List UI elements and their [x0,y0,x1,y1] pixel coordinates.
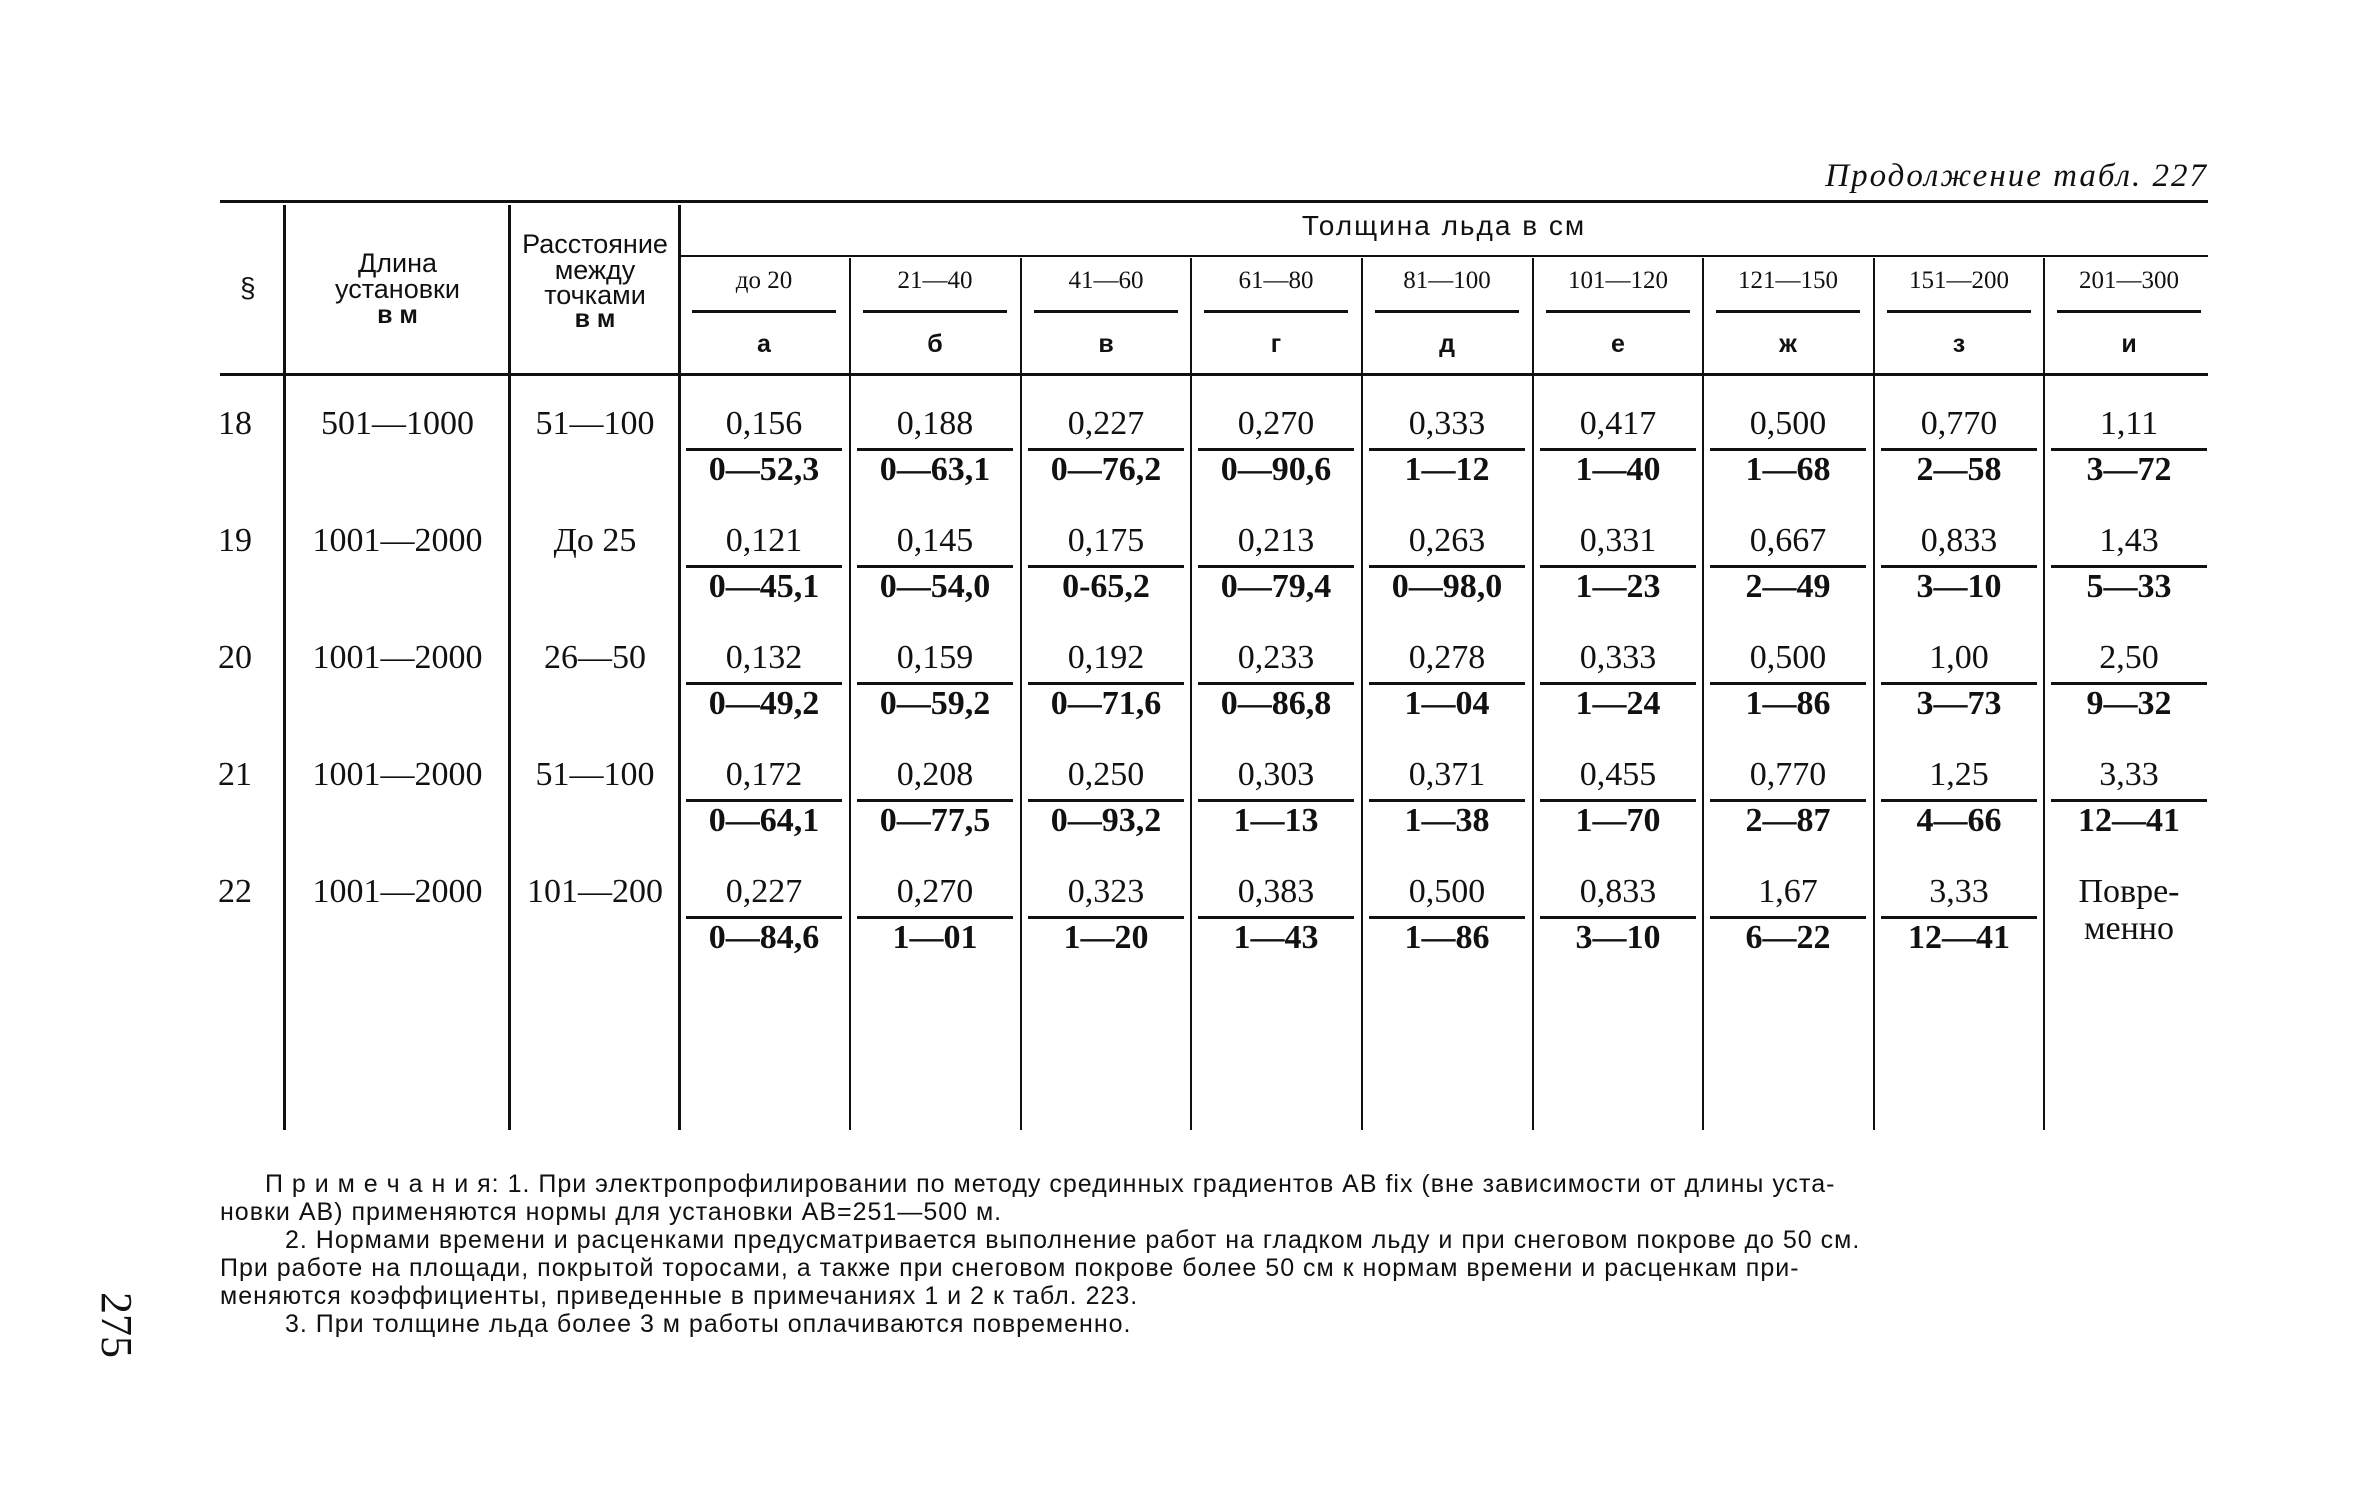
cell-price-21-2: 0—93,2 [1050,802,1162,839]
cell-rate-19-6: 0,667 [1749,522,1827,559]
cell-rate-20-0: 0,132 [725,639,803,676]
cell-price-21-4: 1—38 [1404,802,1490,839]
table-caption: Продолжение табл. 227 [1825,158,2208,194]
col-rule-7 [1361,258,1363,1130]
range-underline-2 [1034,310,1178,313]
col-rule-11 [2043,258,2045,1130]
cell-price-20-5: 1—24 [1575,685,1661,722]
cell-rate-22-4: 0,500 [1408,873,1486,910]
cell-price-18-0: 0—52,3 [708,451,820,488]
range-underline-4 [1375,310,1519,313]
cell-price-21-6: 2—87 [1745,802,1831,839]
range-header-8: 201—300 [2079,267,2179,294]
header-thickness: Толщина льда в см [1301,210,1587,241]
cell-rate-21-6: 0,770 [1749,756,1827,793]
note-1-line-1: П р и м е ч а н и я: 1. При электропрофилировании по методу срединных градиентов AB fix (вне зависимости от длины уста- [265,1170,1836,1198]
range-underline-1 [863,310,1007,313]
cell-price-18-6: 1—68 [1745,451,1831,488]
letter-header-4: д [1439,330,1455,358]
row-distance-18: 51—100 [535,405,655,442]
cell-rate-19-0: 0,121 [725,522,803,559]
letter-header-8: и [2121,330,2137,358]
col-rule-8 [1532,258,1534,1130]
cell-price-22-2: 1—20 [1063,919,1149,956]
range-underline-7 [1887,310,2031,313]
cell-rate-19-4: 0,263 [1408,522,1486,559]
row-length-18: 501—1000 [321,405,474,442]
cell-price-19-0: 0—45,1 [708,568,820,605]
cell-rate-18-8: 1,11 [2099,405,2159,442]
col-rule-6 [1190,258,1192,1130]
cell-price-19-3: 0—79,4 [1220,568,1332,605]
row-number-22: 22 [218,873,252,910]
row-number-19: 19 [218,522,252,559]
cell-rate-21-7: 1,25 [1929,756,1989,793]
cell-price-18-1: 0—63,1 [879,451,991,488]
range-header-7: 151—200 [1909,267,2009,294]
cell-rate-19-3: 0,213 [1237,522,1315,559]
range-header-4: 81—100 [1403,267,1491,294]
header-distance-2: между [554,255,636,285]
range-underline-8 [2057,310,2201,313]
cell-rate-20-3: 0,233 [1237,639,1315,676]
cell-price-19-6: 2—49 [1745,568,1831,605]
cell-text-bottom-22-8: менно [2084,910,2174,947]
range-header-5: 101—120 [1568,267,1668,294]
range-underline-0 [692,310,836,313]
cell-rate-19-7: 0,833 [1920,522,1998,559]
row-number-18: 18 [218,405,252,442]
top-rule [220,200,2208,203]
cell-price-20-8: 9—32 [2086,685,2172,722]
cell-price-22-6: 6—22 [1745,919,1831,956]
row-distance-21: 51—100 [535,756,655,793]
col-rule-10 [1873,258,1875,1130]
cell-price-19-5: 1—23 [1575,568,1661,605]
cell-rate-18-3: 0,270 [1237,405,1315,442]
cell-price-22-5: 3—10 [1575,919,1661,956]
cell-rate-20-6: 0,500 [1749,639,1827,676]
cell-rate-22-6: 1,67 [1758,873,1818,910]
cell-price-18-8: 3—72 [2086,451,2172,488]
letter-header-7: з [1952,330,1966,358]
cell-price-18-5: 1—40 [1575,451,1661,488]
cell-rate-19-2: 0,175 [1067,522,1145,559]
cell-price-21-0: 0—64,1 [708,802,820,839]
range-header-3: 61—80 [1238,267,1314,294]
cell-price-19-1: 0—54,0 [879,568,991,605]
cell-rate-19-1: 0,145 [896,522,974,559]
cell-price-21-7: 4—66 [1916,802,2002,839]
header-length-3: в м [377,301,418,329]
col-rule-4 [849,258,851,1130]
letter-header-1: б [927,330,943,358]
cell-price-20-0: 0—49,2 [708,685,820,722]
cell-rate-21-3: 0,303 [1237,756,1315,793]
cell-rate-21-1: 0,208 [896,756,974,793]
cell-rate-21-0: 0,172 [725,756,803,793]
cell-price-18-4: 1—12 [1404,451,1490,488]
col-rule-5 [1020,258,1022,1130]
cell-price-22-3: 1—43 [1233,919,1319,956]
cell-price-22-1: 1—01 [892,919,978,956]
header-length-2: установки [335,274,460,304]
header-bottom-rule [220,373,2208,376]
row-length-19: 1001—2000 [312,522,483,559]
cell-price-20-4: 1—04 [1404,685,1490,722]
range-underline-5 [1546,310,1690,313]
cell-price-21-5: 1—70 [1575,802,1661,839]
row-distance-22: 101—200 [527,873,663,910]
letter-header-2: в [1098,330,1114,358]
cell-rate-18-1: 0,188 [896,405,974,442]
letter-header-5: е [1611,330,1625,358]
letter-header-6: ж [1779,330,1797,358]
cell-rate-21-8: 3,33 [2099,756,2159,793]
row-length-21: 1001—2000 [312,756,483,793]
cell-rate-19-5: 0,331 [1579,522,1657,559]
cell-price-19-8: 5—33 [2086,568,2172,605]
cell-price-22-7: 12—41 [1908,919,2010,956]
range-header-0: до 20 [735,267,793,294]
cell-rate-21-5: 0,455 [1579,756,1657,793]
col-rule-9 [1702,258,1704,1130]
header-distance-4: в м [574,305,616,333]
range-header-2: 41—60 [1068,267,1144,294]
letter-header-3: г [1270,330,1282,358]
note-2-line-2: При работе на площади, покрытой торосами, а также при снеговом покрове более 50 см к нормам времени и расценкам при- [220,1254,1800,1282]
header-length-1: Длина [357,248,438,278]
cell-rate-21-2: 0,250 [1067,756,1145,793]
cell-rate-18-4: 0,333 [1408,405,1486,442]
notes-block [220,1170,2210,1338]
cell-rate-18-0: 0,156 [725,405,803,442]
cell-rate-22-0: 0,227 [725,873,803,910]
cell-rate-20-7: 1,00 [1929,639,1989,676]
cell-rate-20-2: 0,192 [1067,639,1145,676]
cell-rate-22-7: 3,33 [1929,873,1989,910]
cell-rate-21-4: 0,371 [1408,756,1486,793]
cell-price-21-3: 1—13 [1233,802,1319,839]
cell-price-20-2: 0—71,6 [1050,685,1162,722]
range-underline-6 [1716,310,1860,313]
row-length-20: 1001—2000 [312,639,483,676]
cell-price-20-7: 3—73 [1916,685,2002,722]
cell-rate-18-5: 0,417 [1579,405,1657,442]
header-distance-3: точками [544,280,646,310]
col-rule-1 [283,205,286,1130]
cell-price-18-3: 0—90,6 [1220,451,1332,488]
cell-rate-22-1: 0,270 [896,873,974,910]
cell-rate-20-4: 0,278 [1408,639,1486,676]
cell-rate-18-6: 0,500 [1749,405,1827,442]
note-1-line-2: новки AB) применяются нормы для установки AB=251—500 м. [220,1198,1003,1226]
cell-price-20-6: 1—86 [1745,685,1831,722]
cell-rate-22-2: 0,323 [1067,873,1145,910]
cell-price-19-2: 0-65,2 [1062,568,1150,605]
row-distance-20: 26—50 [544,639,646,676]
cell-price-18-2: 0—76,2 [1050,451,1162,488]
cell-text-top-22-8: Повре- [2078,873,2180,910]
cell-price-21-1: 0—77,5 [879,802,991,839]
row-number-20: 20 [218,639,252,676]
cell-price-20-3: 0—86,8 [1220,685,1332,722]
note-2-line-1: 2. Нормами времени и расценками предусматривается выполнение работ на гладком льду и при снеговом покрове до 50 см. [285,1226,1861,1254]
thickness-header-rule [680,255,2208,257]
row-length-22: 1001—2000 [312,873,483,910]
note-3: 3. При толщине льда более 3 м работы оплачиваются повременно. [285,1310,1132,1338]
cell-price-22-4: 1—86 [1404,919,1490,956]
cell-rate-18-2: 0,227 [1067,405,1145,442]
header-distance-1: Расстояние [522,229,668,259]
cell-price-18-7: 2—58 [1916,451,2002,488]
letter-header-0: а [757,330,771,358]
cell-rate-19-8: 1,43 [2099,522,2159,559]
range-header-6: 121—150 [1738,267,1838,294]
cell-price-19-7: 3—10 [1916,568,2002,605]
note-2-line-3: меняются коэффициенты, приведенные в примечаниях 1 и 2 к табл. 223. [220,1282,1139,1310]
cell-price-21-8: 12—41 [2078,802,2180,839]
page-number: 275 [92,1292,141,1358]
cell-rate-20-8: 2,50 [2099,639,2159,676]
row-distance-19: До 25 [553,522,637,559]
cell-rate-18-7: 0,770 [1920,405,1998,442]
cell-rate-20-1: 0,159 [896,639,974,676]
range-header-1: 21—40 [897,267,973,294]
cell-rate-22-3: 0,383 [1237,873,1315,910]
cell-rate-20-5: 0,333 [1579,639,1657,676]
cell-rate-22-5: 0,833 [1579,873,1657,910]
cell-price-20-1: 0—59,2 [879,685,991,722]
cell-price-22-0: 0—84,6 [708,919,820,956]
row-number-21: 21 [218,756,252,793]
cell-price-19-4: 0—98,0 [1391,568,1503,605]
header-section: § [240,272,256,303]
range-underline-3 [1204,310,1348,313]
